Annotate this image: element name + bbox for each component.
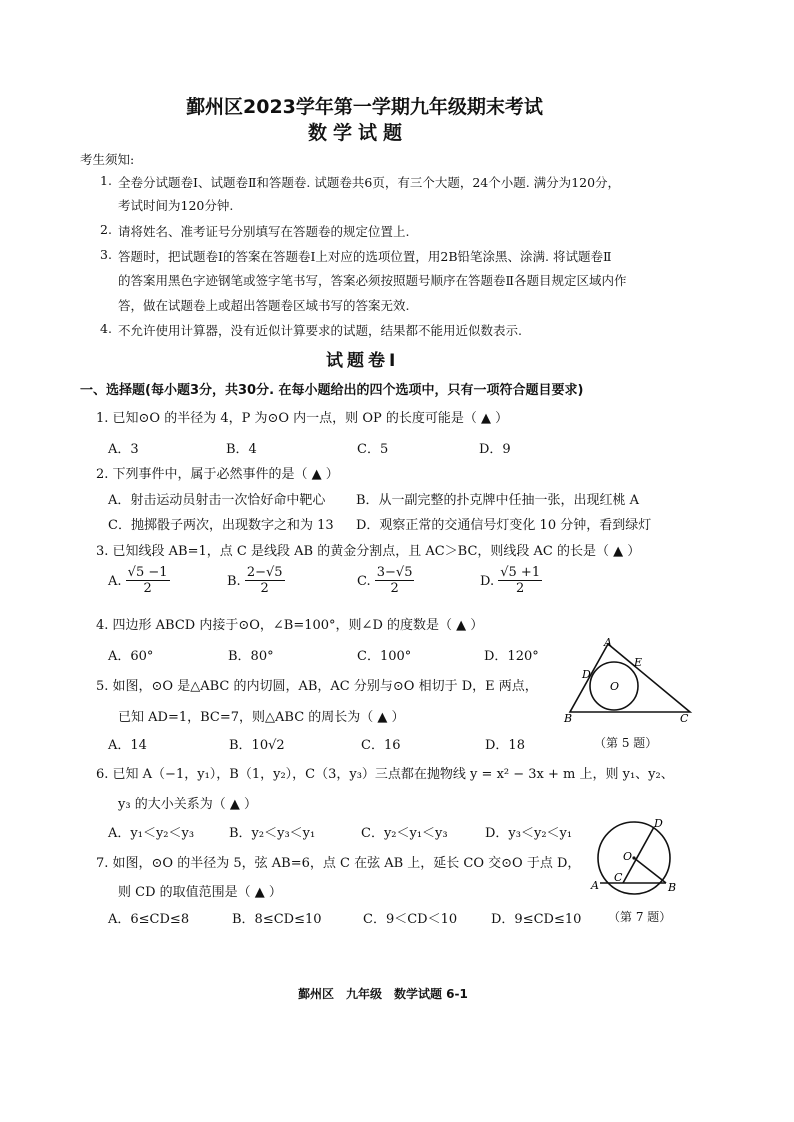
q5-label-d: D <box>582 668 591 681</box>
q3-option-d-fraction <box>498 566 542 597</box>
q4-option-d: D．120° <box>484 649 539 664</box>
q1-stem: 1. 已知⊙O 的半径为 4，P 为⊙O 内一点，则 OP 的长度可能是（ ▲ ） <box>96 411 509 426</box>
q2-option-c: C．抛掷骰子两次，出现数字之和为 13 <box>108 518 334 533</box>
q1-option-d: D．9 <box>479 442 511 457</box>
q3-option-b-label: B. <box>227 573 241 589</box>
q7-label-d: D <box>654 818 663 830</box>
q2-option-d: D．观察正常的交通信号灯变化 10 分钟，看到绿灯 <box>356 518 652 533</box>
q6-option-d: D．y₃＜y₂＜y₁ <box>485 826 573 841</box>
q6-stem-line1: 6. 已知 A（−1，y₁），B（1，y₂），C（3，y₃）三点都在抛物线 y = x² − 3x + m 上，则 y₁、y₂、 <box>96 767 674 782</box>
q5-stem-line2: 已知 AD=1，BC=7，则△ABC 的周长为（ ▲ ） <box>118 710 405 725</box>
q3-option-d-den: 2 <box>516 581 525 597</box>
q5-caption: （第 5 题） <box>594 736 658 750</box>
notice-item-4-line1: 不允许使用计算器，没有近似计算要求的试题，结果都不能用近似数表示. <box>118 323 522 338</box>
q2-stem: 2. 下列事件中，属于必然事件的是（ ▲ ） <box>96 467 339 482</box>
q3-option-c-fraction <box>375 566 415 597</box>
q3-option-d <box>480 566 542 597</box>
q7-stem-line1: 7. 如图，⊙O 的半径为 5，弦 AB=6，点 C 在弦 AB 上，延长 CO 交⊙O 于点 D， <box>96 856 581 871</box>
q3-option-a <box>108 566 170 597</box>
q5-label-b: B <box>564 712 573 724</box>
notice-item-1-line2: 考试时间为120分钟. <box>118 198 234 213</box>
part-heading: 一、选择题(每小题3分，共30分. 在每小题给出的四个选项中，只有一项符合题目要求) <box>80 383 584 398</box>
q3-option-a-num: √5 −1 <box>127 565 168 580</box>
q5-label-o: O <box>610 680 620 693</box>
q3-option-b <box>227 566 285 597</box>
q1-option-a: A．3 <box>108 442 139 457</box>
q5-figure <box>562 636 700 724</box>
notice-item-2-line1: 请将姓名、准考证号分别填写在答题卷的规定位置上. <box>118 224 410 239</box>
q3-option-d-label: D. <box>480 573 495 589</box>
notice-item-3-num: 3. <box>100 247 112 262</box>
q5-label-e: E <box>634 656 643 669</box>
q3-option-a-den: 2 <box>143 581 152 597</box>
q3-option-d-num: √5 +1 <box>500 565 541 580</box>
q6-option-b: B．y₂＜y₃＜y₁ <box>229 826 316 841</box>
q3-option-b-num: 2−√5 <box>246 565 283 580</box>
q7-line-ob <box>634 858 666 883</box>
q3-option-b-fraction <box>245 566 285 597</box>
q3-option-a-fraction <box>126 566 170 597</box>
q1-option-b: B．4 <box>226 442 257 457</box>
exam-subtitle: 数学试题 <box>308 122 409 144</box>
q5-option-c: C．16 <box>361 738 401 753</box>
q5-option-b: B．10√2 <box>229 738 285 753</box>
q4-stem: 4. 四边形 ABCD 内接于⊙O，∠B=100°，则∠D 的度数是（ ▲ ） <box>96 618 484 633</box>
q3-stem: 3. 已知线段 AB=1，点 C 是线段 AB 的黄金分割点，且 AC＞BC，则线段 AC 的长是（ ▲ ） <box>96 544 641 559</box>
q5-label-c: C <box>680 712 689 724</box>
notice-item-4-num: 4. <box>100 321 112 336</box>
q4-option-b: B．80° <box>228 649 274 664</box>
exam-title: 鄞州区2023学年第一学期九年级期末考试 <box>186 96 543 118</box>
q3-option-c <box>357 566 414 597</box>
q3-option-c-num: 3−√5 <box>376 565 413 580</box>
q6-option-c: C．y₂＜y₁＜y₃ <box>361 826 448 841</box>
q7-label-o: O <box>623 850 633 863</box>
q7-option-a: A．6≤CD≤8 <box>108 912 190 927</box>
q1-option-c: C．5 <box>357 442 389 457</box>
q5-option-a: A．14 <box>108 738 147 753</box>
notice-item-3-line3: 答，做在试题卷上或超出答题卷区域书写的答案无效. <box>118 298 410 313</box>
q4-option-a: A．60° <box>108 649 154 664</box>
page-footer: 鄞州区 九年级 数学试题 6-1 <box>298 987 468 1001</box>
q7-option-c: C．9＜CD＜10 <box>363 912 458 927</box>
notice-item-3-line2: 的答案用黑色字迹钢笔或签字笔书写，答案必须按照题号顺序在答题卷Ⅱ各题目规定区域内作 <box>118 273 627 288</box>
q7-label-c: C <box>614 871 623 884</box>
section-title: 试题卷Ⅰ <box>326 351 400 371</box>
q5-label-a: A <box>604 636 612 649</box>
q7-figure <box>590 818 682 900</box>
q7-option-d: D．9≤CD≤10 <box>491 912 582 927</box>
notice-item-3-line1: 答题时，把试题卷Ⅰ的答案在答题卷Ⅰ上对应的选项位置，用2B铅笔涂黑、涂满. 将试题卷Ⅱ <box>118 249 612 264</box>
q2-option-a: A．射击运动员射击一次恰好命中靶心 <box>108 493 326 508</box>
notice-item-2-num: 2. <box>100 222 112 237</box>
q6-stem-line2: y₃ 的大小关系为（ ▲ ） <box>118 797 257 812</box>
q7-label-b: B <box>668 881 677 894</box>
q7-stem-line2: 则 CD 的取值范围是（ ▲ ） <box>118 885 282 900</box>
q4-option-c: C．100° <box>357 649 412 664</box>
q6-option-a: A．y₁＜y₂＜y₃ <box>108 826 195 841</box>
notice-item-1-num: 1. <box>100 173 112 188</box>
q7-label-a: A <box>591 879 599 892</box>
notice-item-1-line1: 全卷分试题卷Ⅰ、试题卷Ⅱ和答题卷. 试题卷共6页，有三个大题，24个小题. 满分为120分， <box>118 175 621 190</box>
q7-center-dot <box>632 856 635 859</box>
q3-option-c-label: C. <box>357 573 371 589</box>
notice-heading: 考生须知: <box>80 152 135 167</box>
q5-stem-line1: 5. 如图，⊙O 是△ABC 的内切圆，AB，AC 分别与⊙O 相切于 D，E 两点， <box>96 679 538 694</box>
q7-option-b: B．8≤CD≤10 <box>232 912 322 927</box>
q3-option-a-label: A. <box>108 573 122 589</box>
q3-option-b-den: 2 <box>260 581 269 597</box>
q7-caption: （第 7 题） <box>608 910 672 924</box>
q3-option-c-den: 2 <box>390 581 399 597</box>
q5-option-d: D．18 <box>485 738 525 753</box>
q2-option-b: B．从一副完整的扑克牌中任抽一张，出现红桃 A <box>356 493 640 508</box>
